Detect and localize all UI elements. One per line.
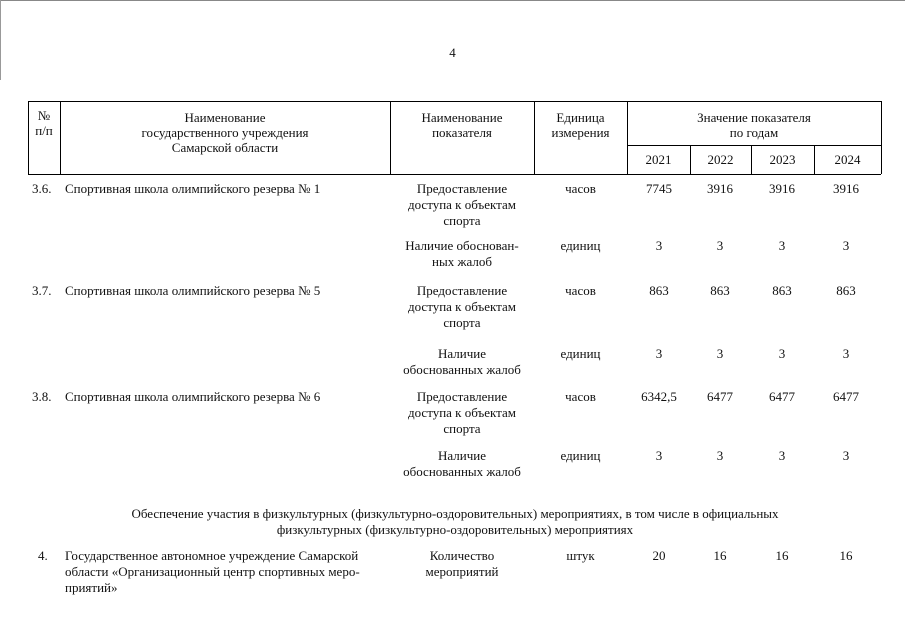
row-value: 3 bbox=[716, 238, 724, 253]
row-value: 3 bbox=[842, 238, 850, 253]
row-value: 3 bbox=[842, 448, 850, 463]
year-header-divider bbox=[627, 145, 881, 146]
row-value: 863 bbox=[710, 283, 730, 298]
row-value: 3 bbox=[778, 238, 786, 253]
row-institution: Спортивная школа олимпийского резерва № 1 bbox=[65, 181, 321, 196]
row-unit: часов bbox=[565, 283, 596, 298]
row-unit: штук bbox=[566, 548, 595, 563]
header-year: 2022 bbox=[707, 152, 734, 167]
row-value: 3916 bbox=[707, 181, 733, 196]
header-year: 2021 bbox=[645, 152, 672, 167]
row-unit: единиц bbox=[560, 448, 601, 463]
row-value: 3 bbox=[655, 346, 663, 361]
row-unit: часов bbox=[565, 389, 596, 404]
row-unit: единиц bbox=[560, 238, 601, 253]
row-value: 3916 bbox=[833, 181, 859, 196]
row-institution: Спортивная школа олимпийского резерва № 6 bbox=[65, 389, 321, 404]
row-value: 3916 bbox=[769, 181, 795, 196]
row-value: 3 bbox=[716, 346, 724, 361]
row-value: 16 bbox=[839, 548, 853, 563]
header-value-group: Значение показателя по годам bbox=[697, 110, 811, 140]
header-year: 2023 bbox=[769, 152, 796, 167]
table-column-border bbox=[881, 101, 882, 174]
row-indicator: Наличие обоснованных жалоб bbox=[403, 448, 521, 479]
row-value: 863 bbox=[772, 283, 792, 298]
row-value: 16 bbox=[713, 548, 727, 563]
row-indicator: Предоставление доступа к объектам спорта bbox=[407, 283, 517, 330]
row-value: 6342,5 bbox=[641, 389, 677, 404]
header-indicator: Наименование показателя bbox=[421, 110, 503, 140]
row-unit: единиц bbox=[560, 346, 601, 361]
header-num: № п/п bbox=[35, 108, 53, 138]
scan-edge-top bbox=[0, 0, 905, 1]
row-value: 3 bbox=[778, 346, 786, 361]
table-border-top bbox=[28, 101, 881, 102]
row-indicator: Предоставление доступа к объектам спорта bbox=[407, 181, 517, 228]
header-unit: Единица измерения bbox=[551, 110, 610, 140]
row-value: 3 bbox=[655, 448, 663, 463]
page-number: 4 bbox=[449, 45, 456, 60]
row-value: 863 bbox=[649, 283, 669, 298]
row-number: 3.8. bbox=[32, 389, 52, 404]
row-value: 6477 bbox=[707, 389, 733, 404]
row-value: 3 bbox=[842, 346, 850, 361]
row-number: 4. bbox=[38, 548, 48, 563]
section-title: Обеспечение участия в физкультурных (физкультурно-оздоровительных) мероприятиях, в том числе в официальных физкультурных (физкультурно-оздоровительных) мероприятиях bbox=[131, 506, 779, 537]
row-institution: Спортивная школа олимпийского резерва № 5 bbox=[65, 283, 321, 298]
row-indicator: Наличие обоснован- ных жалоб bbox=[405, 238, 519, 269]
row-value: 3 bbox=[655, 238, 663, 253]
row-number: 3.7. bbox=[32, 283, 52, 298]
row-value: 6477 bbox=[833, 389, 859, 404]
row-unit: часов bbox=[565, 181, 596, 196]
row-institution: Государственное автономное учреждение Самарской области «Организационный центр спортивных меро- приятий» bbox=[65, 548, 360, 595]
row-number: 3.6. bbox=[32, 181, 52, 196]
row-value: 6477 bbox=[769, 389, 795, 404]
row-value: 20 bbox=[652, 548, 666, 563]
scan-edge-left bbox=[0, 0, 1, 80]
row-indicator: Наличие обоснованных жалоб bbox=[403, 346, 521, 377]
row-value: 3 bbox=[716, 448, 724, 463]
row-indicator: Предоставление доступа к объектам спорта bbox=[407, 389, 517, 436]
row-value: 863 bbox=[836, 283, 856, 298]
row-value: 3 bbox=[778, 448, 786, 463]
header-year: 2024 bbox=[834, 152, 861, 167]
header-institution: Наименование государственного учреждения Самарской области bbox=[141, 110, 309, 155]
row-value: 16 bbox=[775, 548, 789, 563]
table-border-bottom bbox=[28, 174, 881, 175]
row-indicator: Количество мероприятий bbox=[425, 548, 499, 579]
row-value: 7745 bbox=[646, 181, 672, 196]
